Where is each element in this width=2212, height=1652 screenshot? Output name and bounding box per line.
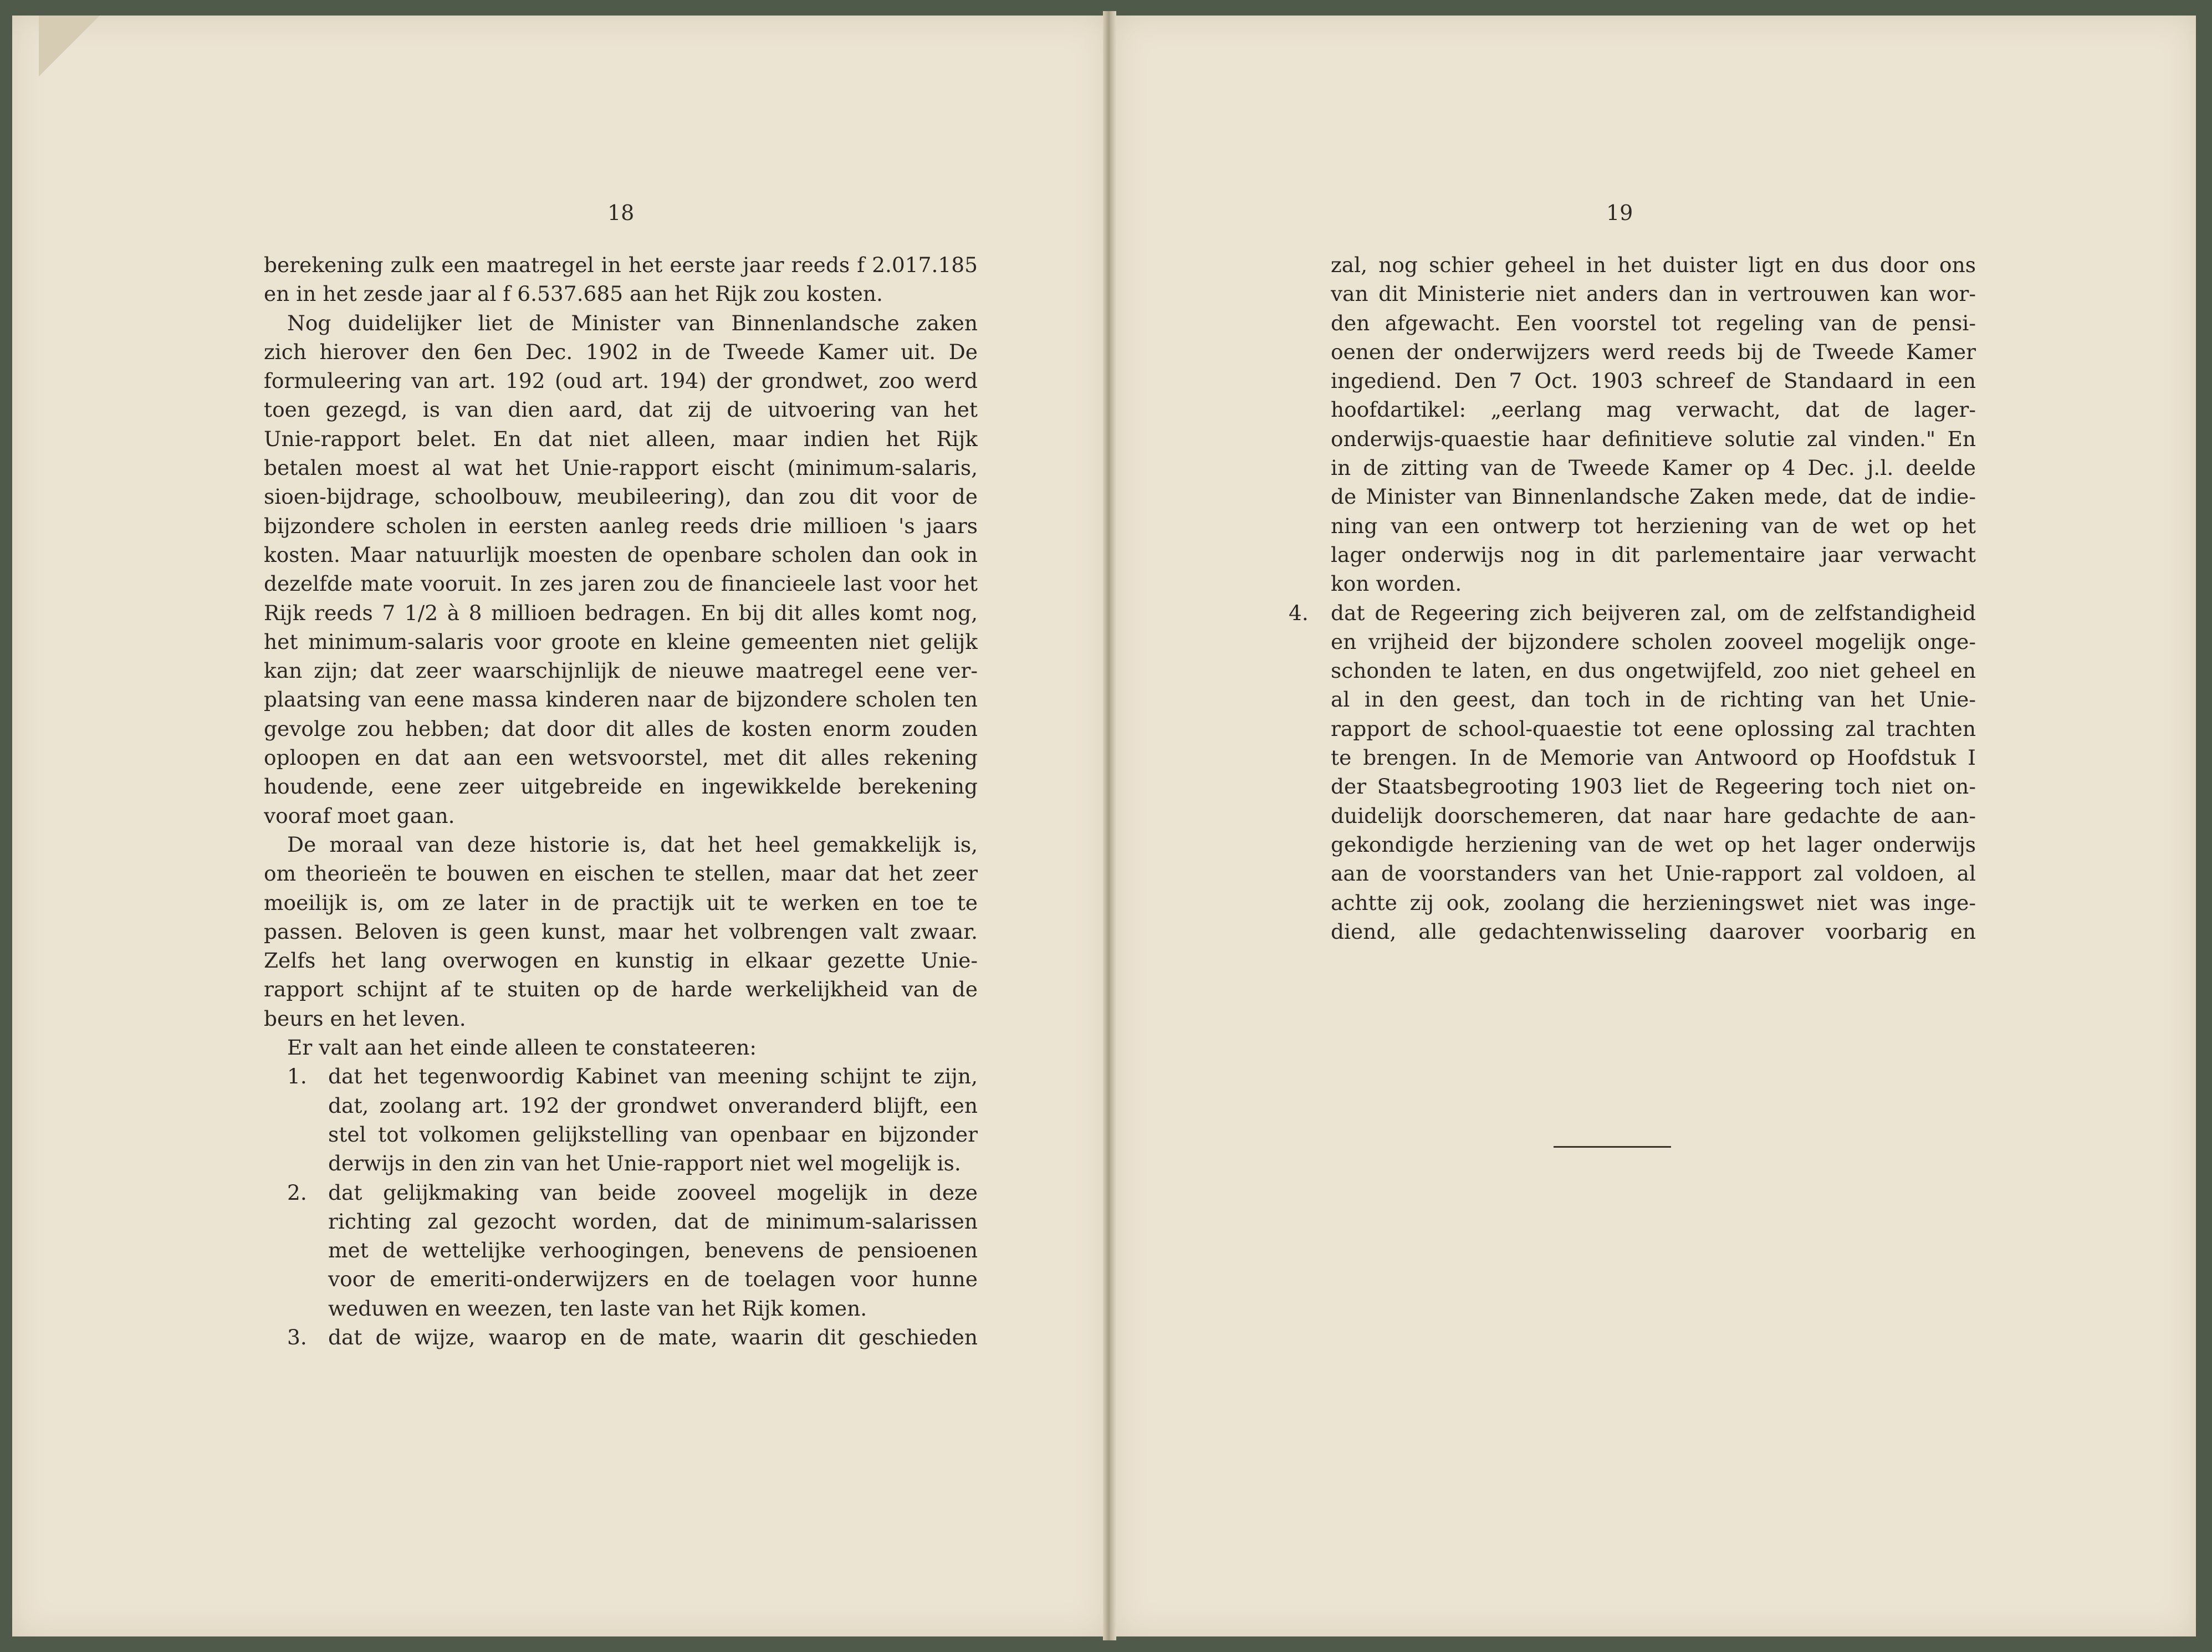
list-item-line: dat, zoolang art. 192 der grondwet onveranderd blijft, een: [328, 1093, 978, 1118]
list-item-line: gekondigde herziening van de wet op het lager onderwijs: [1331, 832, 1976, 857]
text-line: ingediend. Den 7 Oct. 1903 schreef de Standaard in een: [1331, 369, 1976, 393]
list-item-line: achtte zij ook, zoolang die herzieningswet niet was inge-: [1331, 890, 1976, 915]
left-page-number: 18: [607, 201, 635, 225]
text-line: zal, nog schier geheel in het duister ligt en dus door ons: [1331, 253, 1976, 277]
text-line: plaatsing van eene massa kinderen naar de bijzondere scholen ten: [264, 687, 978, 712]
corner-fold: [39, 16, 100, 76]
text-line: toen gezegd, is van dien aard, dat zij de uitvoering van het: [264, 397, 978, 422]
text-line: Er valt aan het einde alleen te constateeren:: [287, 1035, 757, 1060]
text-line: dezelfde mate vooruit. In zes jaren zou de financieele last voor het: [264, 571, 978, 596]
text-line: zich hierover den 6en Dec. 1902 in de Tweede Kamer uit. De: [264, 339, 978, 364]
list-item-line: te brengen. In de Memorie van Antwoord op Hoofdstuk I: [1331, 745, 1976, 770]
list-item-line: rapport de school-quaestie tot eene oplossing zal trachten: [1331, 716, 1976, 741]
list-item-line: aan de voorstanders van het Unie-rapport zal voldoen, al: [1331, 861, 1976, 886]
text-line: en in het zesde jaar al f 6.537.685 aan het Rijk zou kosten.: [264, 282, 883, 306]
text-line: ning van een ontwerp tot herziening van de wet op het: [1331, 513, 1976, 538]
text-line: om theorieën te bouwen en eischen te stellen, maar dat het zeer: [264, 861, 978, 886]
text-line: houdende, eene zeer uitgebreide en ingewikkelde berekening: [264, 774, 978, 799]
text-line: bijzondere scholen in eersten aanleg reeds drie millioen 's jaars: [264, 513, 978, 538]
text-line: berekening zulk een maatregel in het eerste jaar reeds f 2.017.185: [264, 253, 978, 277]
right-page-number: 19: [1606, 201, 1633, 225]
text-line: kosten. Maar natuurlijk moesten de openbare scholen dan ook in: [264, 542, 978, 567]
list-item-line: derwijs in den zin van het Unie-rapport niet wel mogelijk is.: [328, 1151, 961, 1176]
list-item-line: richting zal gezocht worden, dat de minimum-salarissen: [328, 1209, 978, 1234]
text-line: kon worden.: [1331, 571, 1462, 596]
text-line: den afgewacht. Een voorstel tot regeling van de pensi-: [1331, 310, 1976, 335]
list-item-line: dat de Regeering zich beijveren zal, om de zelfstandigheid: [1331, 600, 1976, 625]
text-line: beurs en het leven.: [264, 1006, 466, 1031]
text-line: van dit Ministerie niet anders dan in vertrouwen kan wor-: [1331, 282, 1976, 306]
text-line: gevolge zou hebben; dat door dit alles de kosten enorm zouden: [264, 716, 978, 741]
text-line: oploopen en dat aan een wetsvoorstel, met dit alles rekening: [264, 745, 978, 770]
text-line: betalen moest al wat het Unie-rapport eischt (minimum-salaris,: [264, 456, 978, 480]
right-body-text: [1331, 250, 1976, 946]
text-line: passen. Beloven is geen kunst, maar het volbrengen valt zwaar.: [264, 919, 978, 944]
list-item-line: schonden te laten, en dus ongetwijfeld, zoo niet geheel en: [1331, 658, 1976, 683]
list-item-number: 1.: [287, 1064, 307, 1089]
text-line: lager onderwijs nog in dit parlementaire jaar verwacht: [1331, 542, 1976, 567]
list-item-line: duidelijk doorschemeren, dat naar hare gedachte de aan-: [1331, 803, 1976, 828]
list-item-line: diend, alle gedachtenwisseling daarover voorbarig en: [1331, 919, 1976, 944]
text-line: de Minister van Binnenlandsche Zaken mede, dat de indie-: [1331, 484, 1976, 509]
list-item-number: 4.: [1289, 600, 1309, 625]
list-item-line: weduwen en weezen, ten laste van het Rijk komen.: [328, 1296, 867, 1321]
text-line: rapport schijnt af te stuiten op de harde werkelijkheid van de: [264, 977, 978, 1002]
text-line: het minimum-salaris voor groote en kleine gemeenten niet gelijk: [264, 629, 978, 654]
list-item-line: met de wettelijke verhoogingen, benevens de pensioenen: [328, 1238, 978, 1263]
text-line: oenen der onderwijzers werd reeds bij de Tweede Kamer: [1331, 339, 1976, 364]
text-line: Nog duidelijker liet de Minister van Binnenlandsche zaken: [287, 310, 978, 335]
list-item-line: dat het tegenwoordig Kabinet van meening schijnt te zijn,: [328, 1064, 978, 1089]
list-item-line: voor de emeriti-onderwijzers en de toelagen voor hunne: [328, 1267, 978, 1292]
text-line: hoofdartikel: „eerlang mag verwacht, dat de lager-: [1331, 397, 1976, 422]
text-line: vooraf moet gaan.: [264, 803, 455, 828]
left-body-text: [264, 250, 978, 1352]
end-rule: [1554, 1146, 1671, 1148]
list-item-line: en vrijheid der bijzondere scholen zooveel mogelijk onge-: [1331, 629, 1976, 654]
text-line: onderwijs-quaestie haar definitieve solutie zal vinden." En: [1331, 426, 1976, 451]
text-line: Zelfs het lang overwogen en kunstig in elkaar gezette Unie-: [264, 948, 978, 973]
text-line: Unie-rapport belet. En dat niet alleen, maar indien het Rijk: [264, 426, 978, 451]
list-item-line: dat gelijkmaking van beide zooveel mogelijk in deze: [328, 1180, 978, 1205]
list-item-number: 2.: [287, 1180, 307, 1205]
list-item-line: der Staatsbegrooting 1903 liet de Regeering toch niet on-: [1331, 774, 1976, 799]
list-item-line: stel tot volkomen gelijkstelling van openbaar en bijzonder: [328, 1122, 978, 1147]
text-line: De moraal van deze historie is, dat het heel gemakkelijk is,: [287, 832, 978, 857]
list-item-number: 3.: [287, 1325, 307, 1350]
list-item-line: dat de wijze, waarop en de mate, waarin dit geschieden: [328, 1324, 978, 1349]
text-line: in de zitting van de Tweede Kamer op 4 Dec. j.l. deelde: [1331, 456, 1976, 480]
list-item-line: al in den geest, dan toch in de richting van het Unie-: [1331, 687, 1976, 712]
text-line: Rijk reeds 7 1/2 à 8 millioen bedragen. En bij dit alles komt nog,: [264, 600, 978, 625]
text-line: kan zijn; dat zeer waarschijnlijk de nieuwe maatregel eene ver-: [264, 658, 978, 683]
text-line: sioen-bijdrage, schoolbouw, meubileering), dan zou dit voor de: [264, 484, 978, 509]
text-line: moeilijk is, om ze later in de practijk uit te werken en toe te: [264, 890, 978, 915]
text-line: formuleering van art. 192 (oud art. 194) der grondwet, zoo werd: [264, 369, 978, 393]
book-gutter: [1103, 11, 1116, 1640]
